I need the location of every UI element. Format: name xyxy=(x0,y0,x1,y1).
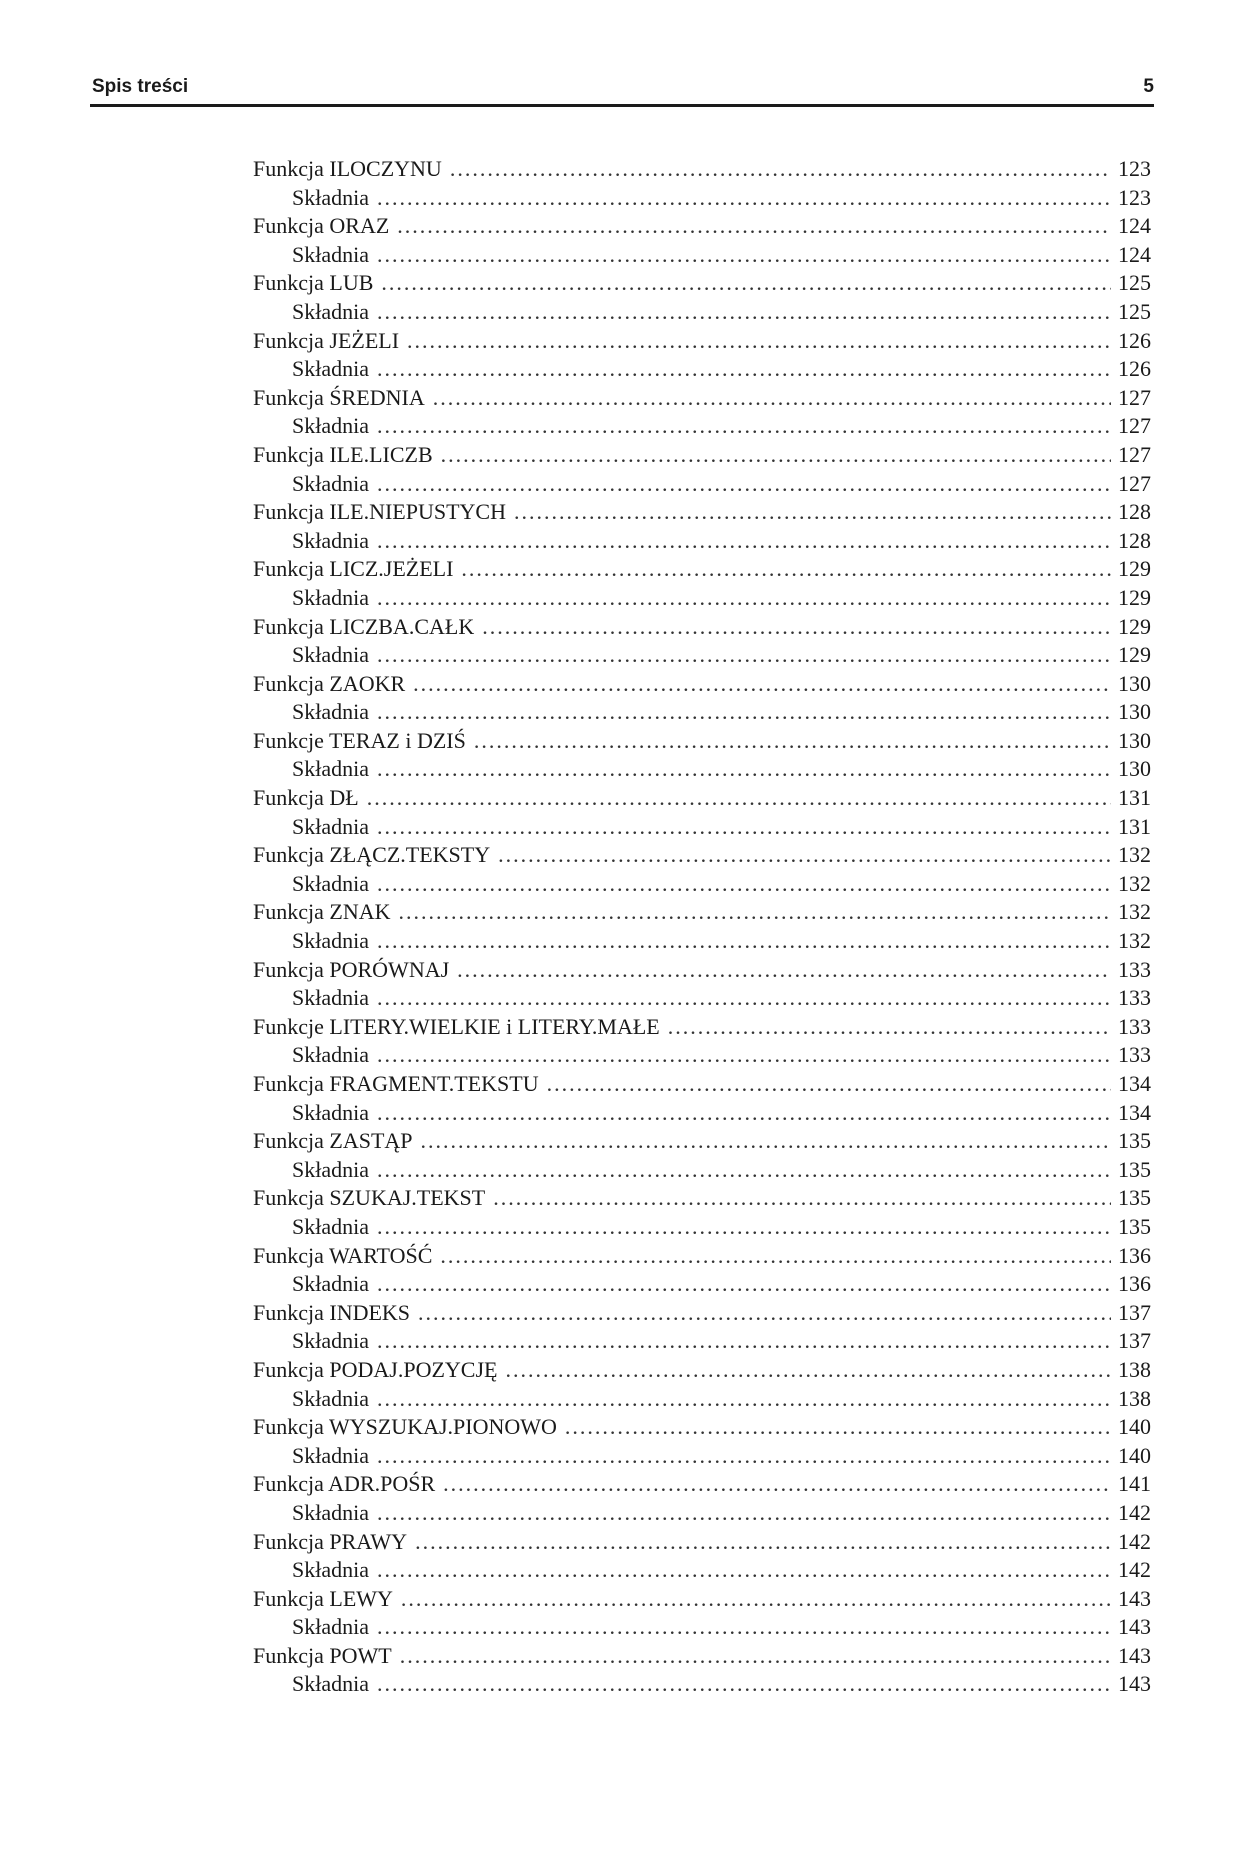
dot-leader xyxy=(377,1442,1111,1471)
toc-entry-label: Funkcja POWT xyxy=(253,1642,392,1668)
toc-entry-page: 142 xyxy=(1118,1499,1151,1525)
toc-subentry xyxy=(253,698,1151,727)
dot-leader xyxy=(377,1556,1111,1585)
toc-entry-page: 126 xyxy=(1118,327,1151,353)
toc-entry-page: 127 xyxy=(1118,470,1151,496)
toc-entry-page: 128 xyxy=(1118,527,1151,553)
dot-leader xyxy=(398,898,1111,927)
toc-entry-page: 135 xyxy=(1118,1185,1151,1211)
dot-leader xyxy=(377,1270,1111,1299)
toc-entry xyxy=(253,1070,1151,1099)
toc-entry-page: 129 xyxy=(1118,613,1151,639)
toc-entry-page: 123 xyxy=(1118,156,1151,181)
toc-entry xyxy=(253,613,1151,642)
toc-entry-label: Składnia xyxy=(292,756,369,782)
toc-entry-label: Składnia xyxy=(292,1271,369,1297)
toc-entry-page: 140 xyxy=(1118,1414,1151,1440)
dot-leader xyxy=(565,1413,1111,1442)
dot-leader xyxy=(474,727,1111,756)
dot-leader xyxy=(505,1356,1111,1385)
toc-entry-page: 127 xyxy=(1118,441,1151,467)
toc-entry-page: 138 xyxy=(1118,1356,1151,1382)
toc-entry-page: 129 xyxy=(1118,584,1151,610)
toc-subentry xyxy=(253,1041,1151,1070)
toc-entry-label: Funkcje TERAZ i DZIŚ xyxy=(253,727,466,753)
dot-leader xyxy=(440,1242,1111,1271)
toc-entry-label: Funkcja ZNAK xyxy=(253,899,391,925)
toc-entry-page: 129 xyxy=(1118,556,1151,582)
toc-subentry xyxy=(253,870,1151,899)
toc-entry-label: Składnia xyxy=(292,1099,369,1125)
dot-leader xyxy=(413,670,1111,699)
toc-entry-page: 142 xyxy=(1118,1528,1151,1554)
dot-leader xyxy=(377,355,1111,384)
toc-entry-label: Funkcja WYSZUKAJ.PIONOWO xyxy=(253,1414,557,1440)
toc-entry-label: Składnia xyxy=(292,1499,369,1525)
toc-entry-page: 126 xyxy=(1118,356,1151,382)
dot-leader xyxy=(377,241,1111,270)
toc-entry-label: Funkcja PORÓWNAJ xyxy=(253,956,450,982)
toc-entry-page: 143 xyxy=(1118,1642,1151,1668)
dot-leader xyxy=(377,1213,1111,1242)
toc-subentry xyxy=(253,641,1151,670)
toc-entry xyxy=(253,1528,1151,1557)
toc-subentry xyxy=(253,1156,1151,1185)
toc-entry-label: Składnia xyxy=(292,356,369,382)
dot-leader xyxy=(421,1127,1112,1156)
toc-entry-page: 128 xyxy=(1118,499,1151,525)
toc-entry-page: 132 xyxy=(1118,842,1151,868)
toc-entry-label: Funkcja FRAGMENT.TEKSTU xyxy=(253,1071,539,1096)
toc-entry xyxy=(253,1013,1151,1042)
toc-entry-label: Składnia xyxy=(292,584,369,610)
toc-entry-page: 136 xyxy=(1118,1271,1151,1297)
toc-entry-page: 135 xyxy=(1118,1128,1151,1154)
dot-leader xyxy=(415,1528,1111,1557)
toc-subentry xyxy=(253,584,1151,613)
toc-entry-page: 135 xyxy=(1118,1156,1151,1182)
dot-leader xyxy=(377,298,1111,327)
toc-entry-page: 125 xyxy=(1118,298,1151,324)
toc-entry-label: Funkcja SZUKAJ.TEKST xyxy=(253,1185,486,1211)
dot-leader xyxy=(377,927,1111,956)
toc-entry-label: Funkcja ŚREDNIA xyxy=(253,384,425,410)
dot-leader xyxy=(457,956,1111,985)
dot-leader xyxy=(377,870,1111,899)
toc-entry xyxy=(253,1642,1151,1671)
toc-subentry xyxy=(253,1213,1151,1242)
toc-entry-label: Funkcja ILE.NIEPUSTYCH xyxy=(253,499,506,525)
toc-entry xyxy=(253,1413,1151,1442)
toc-entry-page: 141 xyxy=(1118,1471,1151,1497)
dot-leader xyxy=(377,527,1111,556)
toc-entry xyxy=(253,1585,1151,1614)
toc-entry-page: 130 xyxy=(1118,727,1151,753)
toc-entry-label: Składnia xyxy=(292,1156,369,1182)
toc-entry-page: 132 xyxy=(1118,870,1151,896)
toc-entry-label: Składnia xyxy=(292,298,369,324)
dot-leader xyxy=(377,813,1111,842)
toc-entry-label: Funkcja WARTOŚĆ xyxy=(253,1242,433,1268)
toc-subentry xyxy=(253,1099,1151,1128)
dot-leader xyxy=(441,441,1111,470)
toc-entry-label: Składnia xyxy=(292,642,369,668)
header-page-number: 5 xyxy=(1143,76,1154,97)
toc-entry-label: Składnia xyxy=(292,1614,369,1640)
toc-subentry xyxy=(253,470,1151,499)
toc-entry-label: Składnia xyxy=(292,1442,369,1468)
dot-leader xyxy=(377,1670,1111,1699)
toc-entry xyxy=(253,441,1151,470)
toc-entry-page: 137 xyxy=(1118,1299,1151,1325)
toc-subentry xyxy=(253,927,1151,956)
toc-subentry xyxy=(253,298,1151,327)
dot-leader xyxy=(514,498,1111,527)
toc-entry-label: Funkcja PRAWY xyxy=(253,1528,408,1554)
toc-subentry xyxy=(253,1670,1151,1699)
toc-entry-page: 135 xyxy=(1118,1213,1151,1239)
toc-entry-label: Składnia xyxy=(292,813,369,839)
toc-entry xyxy=(253,898,1151,927)
toc-subentry xyxy=(253,184,1151,213)
toc-subentry xyxy=(253,412,1151,441)
toc-entry-page: 133 xyxy=(1118,985,1151,1011)
dot-leader xyxy=(397,212,1111,241)
toc-entry xyxy=(253,155,1151,184)
dot-leader xyxy=(450,155,1111,184)
toc-entry-label: Funkcja LICZ.JEŻELI xyxy=(253,556,454,582)
toc-entry xyxy=(253,841,1151,870)
toc-entry-page: 127 xyxy=(1118,413,1151,439)
toc-entry-label: Funkcja JEŻELI xyxy=(253,327,400,353)
toc-subentry xyxy=(253,984,1151,1013)
toc-entry-page: 133 xyxy=(1118,1042,1151,1068)
toc-subentry xyxy=(253,527,1151,556)
toc-entry-page: 133 xyxy=(1118,1013,1151,1039)
toc-entry-label: Funkcja INDEKS xyxy=(253,1299,411,1325)
toc-entry-page: 130 xyxy=(1118,699,1151,725)
toc-entry xyxy=(253,1242,1151,1271)
running-header xyxy=(90,74,1154,107)
toc-entry-page: 138 xyxy=(1118,1385,1151,1411)
toc-entry-page: 124 xyxy=(1118,213,1151,239)
toc-entry-page: 142 xyxy=(1118,1557,1151,1583)
toc-entry-label: Składnia xyxy=(292,413,369,439)
toc-entry-page: 134 xyxy=(1118,1071,1151,1096)
header-title: Spis treści xyxy=(92,76,189,97)
toc-entry-label: Składnia xyxy=(292,241,369,267)
toc-subentry xyxy=(253,1556,1151,1585)
toc-entry-label: Składnia xyxy=(292,928,369,954)
toc-entry-label: Składnia xyxy=(292,985,369,1011)
toc-entry-label: Składnia xyxy=(292,1213,369,1239)
dot-leader xyxy=(418,1299,1111,1328)
dot-leader xyxy=(668,1013,1111,1042)
toc-subentry xyxy=(253,813,1151,842)
toc-entry-page: 143 xyxy=(1118,1614,1151,1640)
dot-leader xyxy=(377,470,1111,499)
toc-entry-page: 132 xyxy=(1118,899,1151,925)
dot-leader xyxy=(433,384,1111,413)
toc-entry-label: Funkcja ADR.POŚR xyxy=(253,1471,436,1497)
dot-leader xyxy=(547,1070,1111,1099)
dot-leader xyxy=(377,984,1111,1013)
toc-entry xyxy=(253,1299,1151,1328)
toc-entry-page: 134 xyxy=(1118,1099,1151,1125)
toc-entry xyxy=(253,1184,1151,1213)
toc-entry xyxy=(253,327,1151,356)
toc-subentry xyxy=(253,241,1151,270)
toc-entry-label: Funkcja ILOCZYNU xyxy=(253,156,442,181)
toc-subentry xyxy=(253,755,1151,784)
toc-entry-label: Składnia xyxy=(292,470,369,496)
toc-entry-label: Składnia xyxy=(292,1042,369,1068)
toc-entry xyxy=(253,269,1151,298)
toc-entry-page: 131 xyxy=(1118,813,1151,839)
toc-subentry xyxy=(253,1613,1151,1642)
toc-entry-page: 130 xyxy=(1118,670,1151,696)
toc-subentry xyxy=(253,1270,1151,1299)
toc-entry-label: Funkcja DŁ xyxy=(253,785,359,811)
toc-entry xyxy=(253,784,1151,813)
toc-entry xyxy=(253,384,1151,413)
toc-subentry xyxy=(253,1442,1151,1471)
toc-entry-page: 137 xyxy=(1118,1328,1151,1354)
toc-entry-label: Funkcja PODAJ.POZYCJĘ xyxy=(253,1356,498,1382)
toc-entry-label: Funkcja ZASTĄP xyxy=(253,1128,413,1154)
dot-leader xyxy=(377,184,1111,213)
dot-leader xyxy=(377,412,1111,441)
toc-entry-label: Składnia xyxy=(292,1557,369,1583)
toc-entry-label: Funkcja LUB xyxy=(253,270,374,296)
dot-leader xyxy=(401,1585,1111,1614)
dot-leader xyxy=(482,613,1111,642)
toc-entry-page: 129 xyxy=(1118,642,1151,668)
toc-entry-page: 140 xyxy=(1118,1442,1151,1468)
toc-entry-label: Funkcja LICZBA.CAŁK xyxy=(253,613,475,639)
toc-entry-page: 133 xyxy=(1118,956,1151,982)
toc-entry-label: Funkcja LEWY xyxy=(253,1585,393,1611)
toc-entry xyxy=(253,1470,1151,1499)
toc-entry-page: 143 xyxy=(1118,1671,1151,1697)
dot-leader xyxy=(377,1099,1111,1128)
dot-leader xyxy=(493,1184,1111,1213)
dot-leader xyxy=(443,1470,1111,1499)
toc-entry-label: Składnia xyxy=(292,184,369,210)
toc-entry-label: Składnia xyxy=(292,699,369,725)
toc-subentry xyxy=(253,1385,1151,1414)
toc-entry-page: 124 xyxy=(1118,241,1151,267)
dot-leader xyxy=(367,784,1111,813)
dot-leader xyxy=(377,1613,1111,1642)
toc-entry xyxy=(253,1356,1151,1385)
dot-leader xyxy=(377,755,1111,784)
toc-entry-page: 131 xyxy=(1118,785,1151,811)
toc-entry xyxy=(253,956,1151,985)
dot-leader xyxy=(400,1642,1111,1671)
toc-entry-label: Składnia xyxy=(292,1671,369,1697)
dot-leader xyxy=(377,1327,1111,1356)
dot-leader xyxy=(377,1156,1111,1185)
table-of-contents xyxy=(253,155,1151,1699)
toc-entry-page: 130 xyxy=(1118,756,1151,782)
dot-leader xyxy=(377,641,1111,670)
toc-entry-label: Funkcja ORAZ xyxy=(253,213,390,239)
toc-subentry xyxy=(253,1327,1151,1356)
dot-leader xyxy=(377,698,1111,727)
toc-entry-label: Funkcja ZAOKR xyxy=(253,670,406,696)
toc-entry-label: Funkcja ILE.LICZB xyxy=(253,441,433,467)
toc-entry-label: Składnia xyxy=(292,1328,369,1354)
dot-leader xyxy=(381,269,1111,298)
dot-leader xyxy=(407,327,1111,356)
toc-entry-page: 143 xyxy=(1118,1585,1151,1611)
toc-entry xyxy=(253,670,1151,699)
toc-entry xyxy=(253,1127,1151,1156)
dot-leader xyxy=(377,1385,1111,1414)
toc-entry-page: 127 xyxy=(1118,384,1151,410)
dot-leader xyxy=(377,1499,1111,1528)
toc-entry-label: Składnia xyxy=(292,527,369,553)
toc-entry-label: Składnia xyxy=(292,1385,369,1411)
toc-entry-label: Funkcje LITERY.WIELKIE i LITERY.MAŁE xyxy=(253,1013,660,1039)
toc-entry xyxy=(253,498,1151,527)
dot-leader xyxy=(498,841,1111,870)
toc-entry xyxy=(253,555,1151,584)
toc-entry-page: 132 xyxy=(1118,928,1151,954)
toc-entry xyxy=(253,727,1151,756)
toc-entry-label: Składnia xyxy=(292,870,369,896)
toc-subentry xyxy=(253,1499,1151,1528)
dot-leader xyxy=(377,1041,1111,1070)
toc-entry xyxy=(253,212,1151,241)
toc-entry-page: 136 xyxy=(1118,1242,1151,1268)
dot-leader xyxy=(461,555,1111,584)
toc-entry-label: Funkcja ZŁĄCZ.TEKSTY xyxy=(253,842,491,868)
toc-subentry xyxy=(253,355,1151,384)
dot-leader xyxy=(377,584,1111,613)
toc-entry-page: 125 xyxy=(1118,270,1151,296)
toc-entry-page: 123 xyxy=(1118,184,1151,210)
